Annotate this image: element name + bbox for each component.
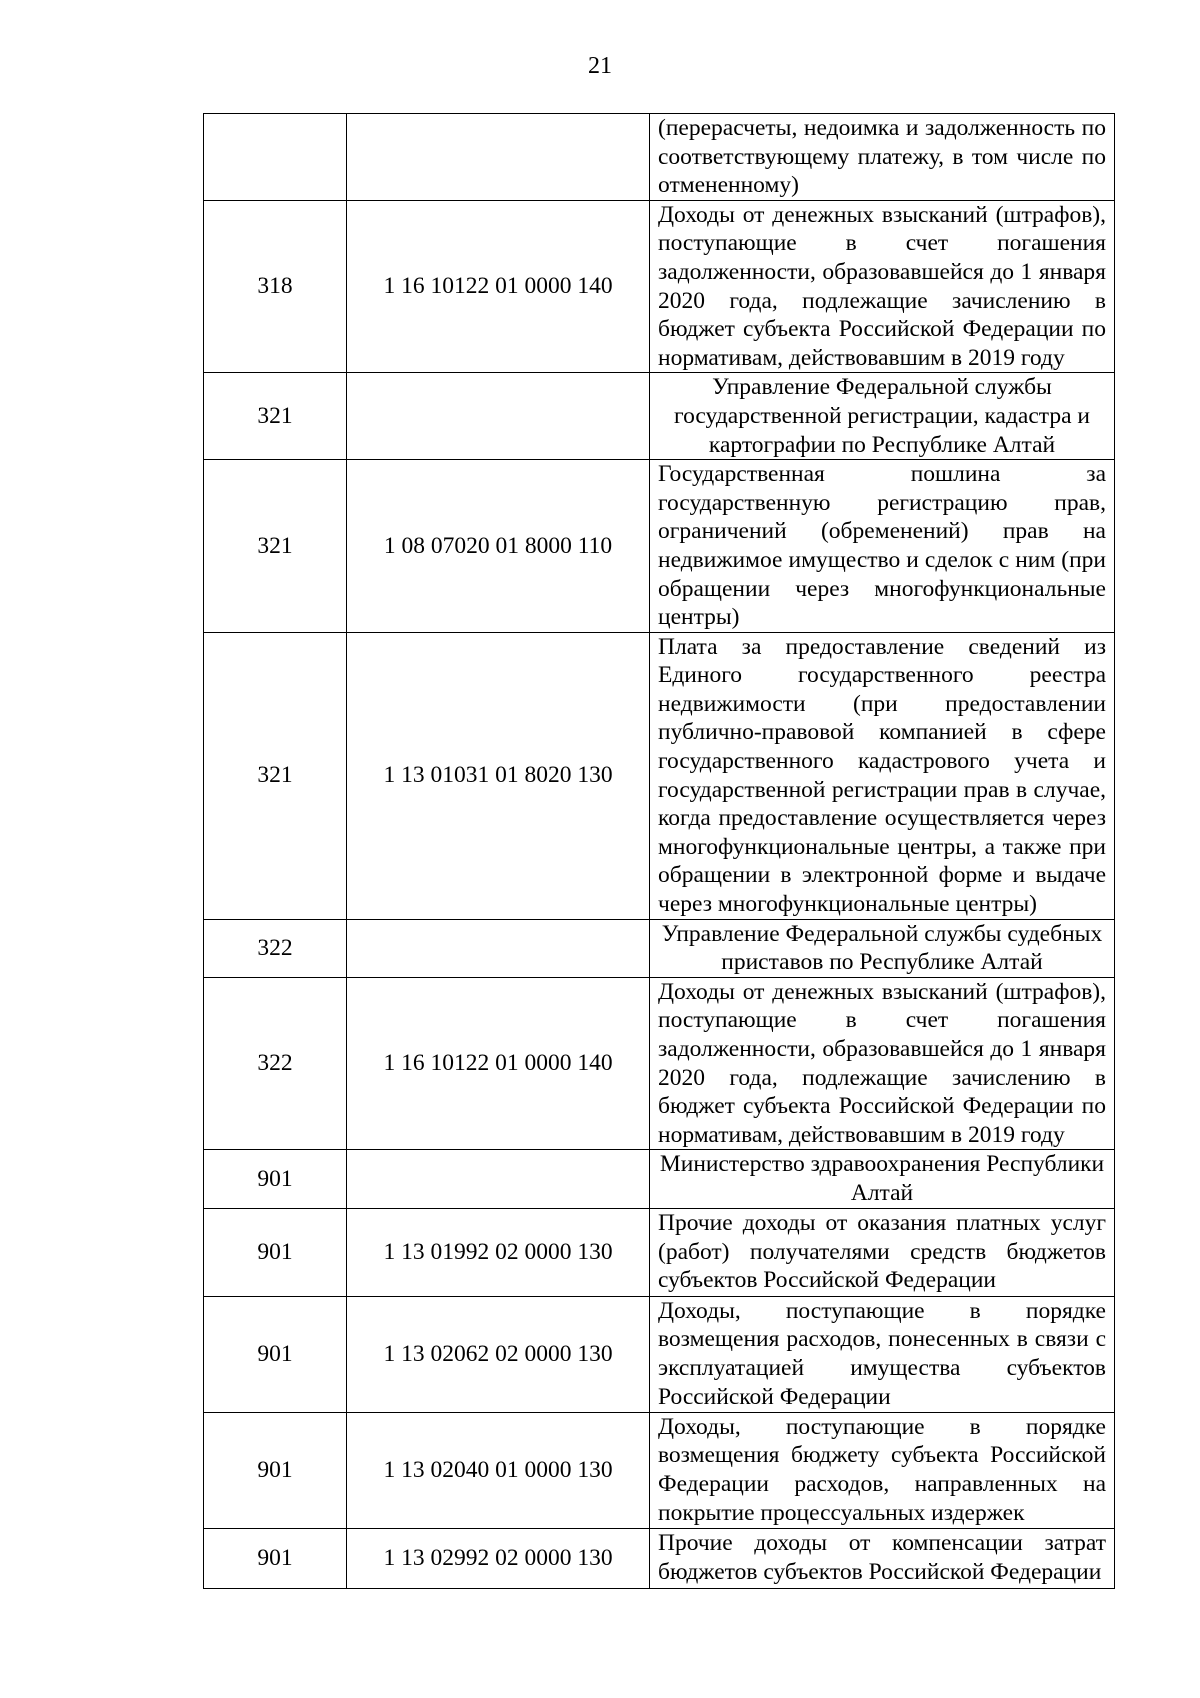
table-row <box>204 1208 1115 1296</box>
table-row <box>204 1296 1115 1412</box>
admin-code-cell: 322 <box>204 977 347 1150</box>
income-code-cell: 1 13 01992 02 0000 130 <box>347 1208 650 1296</box>
income-code-cell <box>347 919 650 977</box>
income-code-cell: 1 16 10122 01 0000 140 <box>347 200 650 373</box>
admin-code-cell: 321 <box>204 373 347 460</box>
agency-heading-cell: Управление Федеральной службы судебных приставов по Республике Алтай <box>650 919 1115 977</box>
admin-code-cell: 901 <box>204 1412 347 1528</box>
income-table <box>203 113 1115 1589</box>
table-row <box>204 919 1115 977</box>
income-name-cell: Доходы от денежных взысканий (штрафов), поступающие в счет погашения задолженности, образовавшейся до 1 января 2020 года, подлежащие зачислению в бюджет субъекта Российской Федерации по нормативам, действовавшим в 2019 году <box>650 977 1115 1150</box>
admin-code-cell: 318 <box>204 200 347 373</box>
admin-code-cell: 901 <box>204 1528 347 1588</box>
admin-code-cell: 901 <box>204 1208 347 1296</box>
table-row <box>204 114 1115 201</box>
income-code-cell: 1 13 01031 01 8020 130 <box>347 632 650 919</box>
income-code-cell <box>347 1150 650 1208</box>
page-number: 21 <box>588 53 612 79</box>
table-row <box>204 373 1115 460</box>
admin-code-cell <box>204 114 347 201</box>
income-name-cell: Государственная пошлина за государственную регистрацию прав, ограничений (обременений) прав на недвижимое имущество и сделок с ним (при обращении через многофункциональные центры) <box>650 460 1115 633</box>
admin-code-cell: 321 <box>204 460 347 633</box>
admin-code-cell: 321 <box>204 632 347 919</box>
admin-code-cell: 901 <box>204 1296 347 1412</box>
income-name-cell: Прочие доходы от оказания платных услуг (работ) получателями средств бюджетов субъектов Российской Федерации <box>650 1208 1115 1296</box>
income-code-cell <box>347 114 650 201</box>
income-code-cell <box>347 373 650 460</box>
admin-code-cell: 901 <box>204 1150 347 1208</box>
income-name-cell: Доходы, поступающие в порядке возмещения бюджету субъекта Российской Федерации расходов, направленных на покрытие процессуальных издержек <box>650 1412 1115 1528</box>
income-name-cell: Плата за предоставление сведений из Единого государственного реестра недвижимости (при предоставлении публично-правовой компанией в сфере государственного кадастрового учета и государственной регистрации прав в случае, когда предоставление осуществляется через многофункциональные центры, а также при обращении в электронной форме и выдаче через многофункциональные центры) <box>650 632 1115 919</box>
agency-heading-cell: Министерство здравоохранения Республики Алтай <box>650 1150 1115 1208</box>
table-row <box>204 977 1115 1150</box>
table-row <box>204 1528 1115 1588</box>
income-name-cell: Прочие доходы от компенсации затрат бюджетов субъектов Российской Федерации <box>650 1528 1115 1588</box>
income-code-cell: 1 16 10122 01 0000 140 <box>347 977 650 1150</box>
table-row <box>204 460 1115 633</box>
table-row <box>204 1150 1115 1208</box>
income-code-cell: 1 13 02992 02 0000 130 <box>347 1528 650 1588</box>
income-name-cell: (перерасчеты, недоимка и задолженность по соответствующему платежу, в том числе по отмененному) <box>650 114 1115 201</box>
income-code-cell: 1 13 02062 02 0000 130 <box>347 1296 650 1412</box>
income-code-cell: 1 08 07020 01 8000 110 <box>347 460 650 633</box>
income-code-cell: 1 13 02040 01 0000 130 <box>347 1412 650 1528</box>
income-name-cell: Доходы, поступающие в порядке возмещения расходов, понесенных в связи с эксплуатацией имущества субъектов Российской Федерации <box>650 1296 1115 1412</box>
agency-heading-cell: Управление Федеральной службы государственной регистрации, кадастра и картографии по Республике Алтай <box>650 373 1115 460</box>
admin-code-cell: 322 <box>204 919 347 977</box>
table-row <box>204 1412 1115 1528</box>
income-name-cell: Доходы от денежных взысканий (штрафов), поступающие в счет погашения задолженности, образовавшейся до 1 января 2020 года, подлежащие зачислению в бюджет субъекта Российской Федерации по нормативам, действовавшим в 2019 году <box>650 200 1115 373</box>
table-row <box>204 200 1115 373</box>
table-row <box>204 632 1115 919</box>
